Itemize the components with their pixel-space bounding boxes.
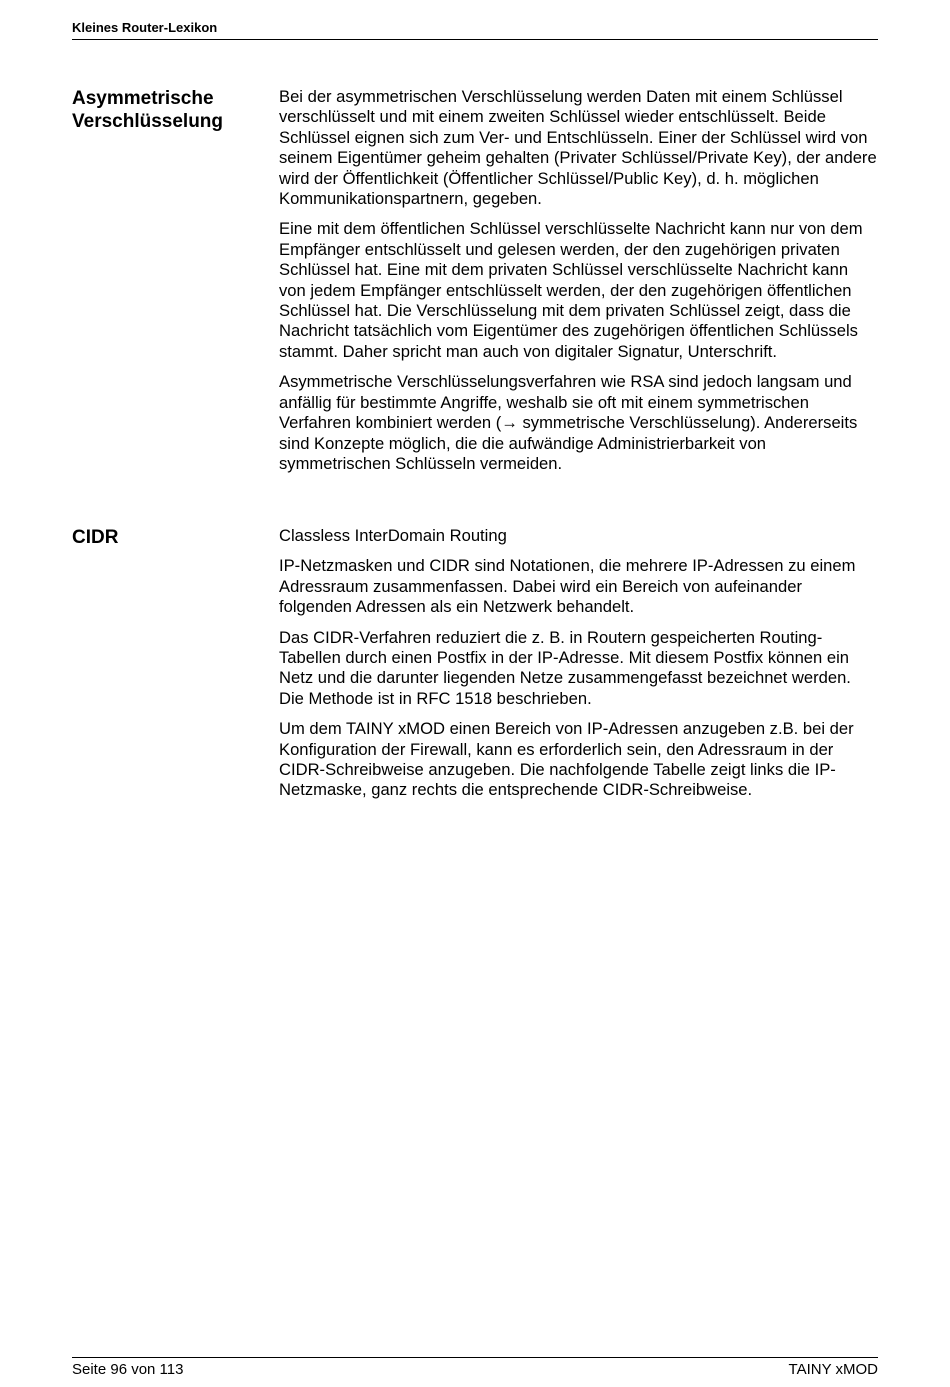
paragraph: Um dem TAINY xMOD einen Bereich von IP-Adressen anzugeben z.B. bei der Konfiguration der Firewall, kann es erforderlich sein, den Adressraum in der CIDR-Schreibweise anzugeben. Die nachfolgende Tabelle zeigt links die IP-Netzmaske, ganz rechts die entsprechende CIDR-Schreibweise. bbox=[279, 719, 854, 800]
paragraph: Classless InterDomain Routing bbox=[279, 526, 507, 545]
paragraph: Asymmetrische Verschlüsselungsverfahren wie RSA sind jedoch langsam und anfällig für bestimmte Angriffe, weshalb sie oft mit einem symmetrischen Verfahren kombiniert werden (→ symmetrische Verschlüsselung). Andererseits sind Konzepte möglich, die die aufwändige Administrierbarkeit von symmetrischen Schlüsseln vermeiden. bbox=[279, 372, 858, 473]
page-footer bbox=[72, 1357, 878, 1378]
entry-term-line: Verschlüsselung bbox=[72, 111, 224, 132]
entry-term-line: Asymmetrische bbox=[72, 88, 214, 109]
footer-page-number: Seite 96 von 113 bbox=[72, 1361, 184, 1378]
entry-term bbox=[72, 526, 272, 549]
paragraph: IP-Netzmasken und CIDR sind Notationen, die mehrere IP-Adressen zu einem Adressraum zusammenfassen. Dabei wird ein Bereich von aufeinander folgenden Adressen als ein Netzwerk behandelt. bbox=[279, 556, 856, 617]
paragraph: Bei der asymmetrischen Verschlüsselung werden Daten mit einem Schlüssel verschlüsselt und mit einem zweiten Schlüssel wieder entschlüsselt. Beide Schlüssel eignen sich zum Ver- und Entschlüsseln. Einer der Schlüssel wird von seinem Eigentümer geheim gehalten (Privater Schlüssel/Private Key), der andere wird der Öffentlichkeit (Öffentlicher Schlüssel/Public Key), d. h. möglichen Kommunikationspartnern, gegeben. bbox=[279, 87, 877, 209]
page-header bbox=[72, 19, 878, 40]
entry-term bbox=[72, 87, 272, 133]
entry-term-line: CIDR bbox=[72, 527, 119, 548]
paragraph: Eine mit dem öffentlichen Schlüssel verschlüsselte Nachricht kann nur von dem Empfänger entschlüsselt und gelesen werden, der den zugehörigen privaten Schlüssel hat. Eine mit dem privaten Schlüssel verschlüsselte Nachricht kann von jedem Empfänger entschlüsselt werden, der den zugehörigen öffentlichen Schlüssel hat. Die Verschlüsselung mit dem privaten Schlüssel zeigt, dass die Nachricht tatsächlich vom Eigentümer des zugehörigen öffentlichen Schlüssels stammt. Daher spricht man auch von digitaler Signatur, Unterschrift. bbox=[279, 219, 863, 361]
entry-body bbox=[279, 526, 877, 811]
footer-product-name: TAINY xMOD bbox=[788, 1361, 878, 1378]
entry-body bbox=[279, 87, 877, 484]
header-title: Kleines Router-Lexikon bbox=[72, 20, 218, 35]
paragraph: Das CIDR-Verfahren reduziert die z. B. in Routern gespeicherten Routing-Tabellen durch einen Postfix in der IP-Adresse. Mit diesem Postfix können ein Netz und die darunter liegenden Netze zusammengefasst bezeichnet werden. Die Methode ist in RFC 1518 beschrieben. bbox=[279, 627, 851, 708]
